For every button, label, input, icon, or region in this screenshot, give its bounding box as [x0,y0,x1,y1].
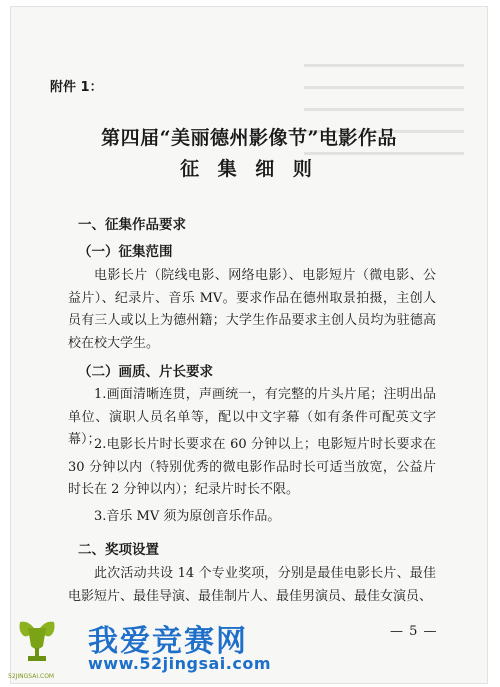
trophy-logo-icon [14,618,60,672]
paragraph-awards: 此次活动共设 14 个专业奖项，分别是最佳电影长片、最佳电影短片、最佳导演、最佳制片人、最佳男演员、最佳女演员、 [68,566,436,604]
paragraph-music-mv: 3.音乐 MV 须为原创音乐作品。 [94,509,281,524]
document-subtitle: 征 集 细 则 [180,158,318,180]
paragraph-length: 2.电影长片时长要求在 60 分钟以上；电影短片时长要求在 30 分钟以内（特别优秀的微电影作品时长可适当放宽，公益片时长在 2 分钟以内）；纪录片时长不限。 [68,437,436,497]
section-heading-requirements: 一、征集作品要求 [78,217,186,233]
subheading-scope: （一）征集范围 [78,244,173,260]
document-title: 第四届“美丽德州影像节”电影作品 [101,127,397,149]
watermark-brand: 我爱竞赛网 [88,624,248,659]
paragraph-scope: 电影长片（院线电影、网络电影）、电影短片（微电影、公益片）、纪录片、音乐 MV。要求作品在德州取景拍摄，主创人员有三人或以上为德州籍；大学生作品要求主创人员均为驻德高校在校大学生。 [68,268,436,351]
page-number: — 5 — [390,624,438,639]
section-heading-awards: 二、奖项设置 [78,542,159,558]
subheading-quality-length: （二）画质、片长要求 [78,364,213,380]
annex-label: 附件 1： [50,80,103,95]
document-page [10,6,488,684]
logo-caption: 52JINGSAI.COM [8,673,55,680]
watermark-url: www.52jingsai.com [88,654,272,673]
paragraph-quality: 1.画面清晰连贯，声画统一，有完整的片头片尾；注明出品单位、演职人员名单等，配以中文字幕（如有条件可配英文字幕）； [68,387,436,447]
